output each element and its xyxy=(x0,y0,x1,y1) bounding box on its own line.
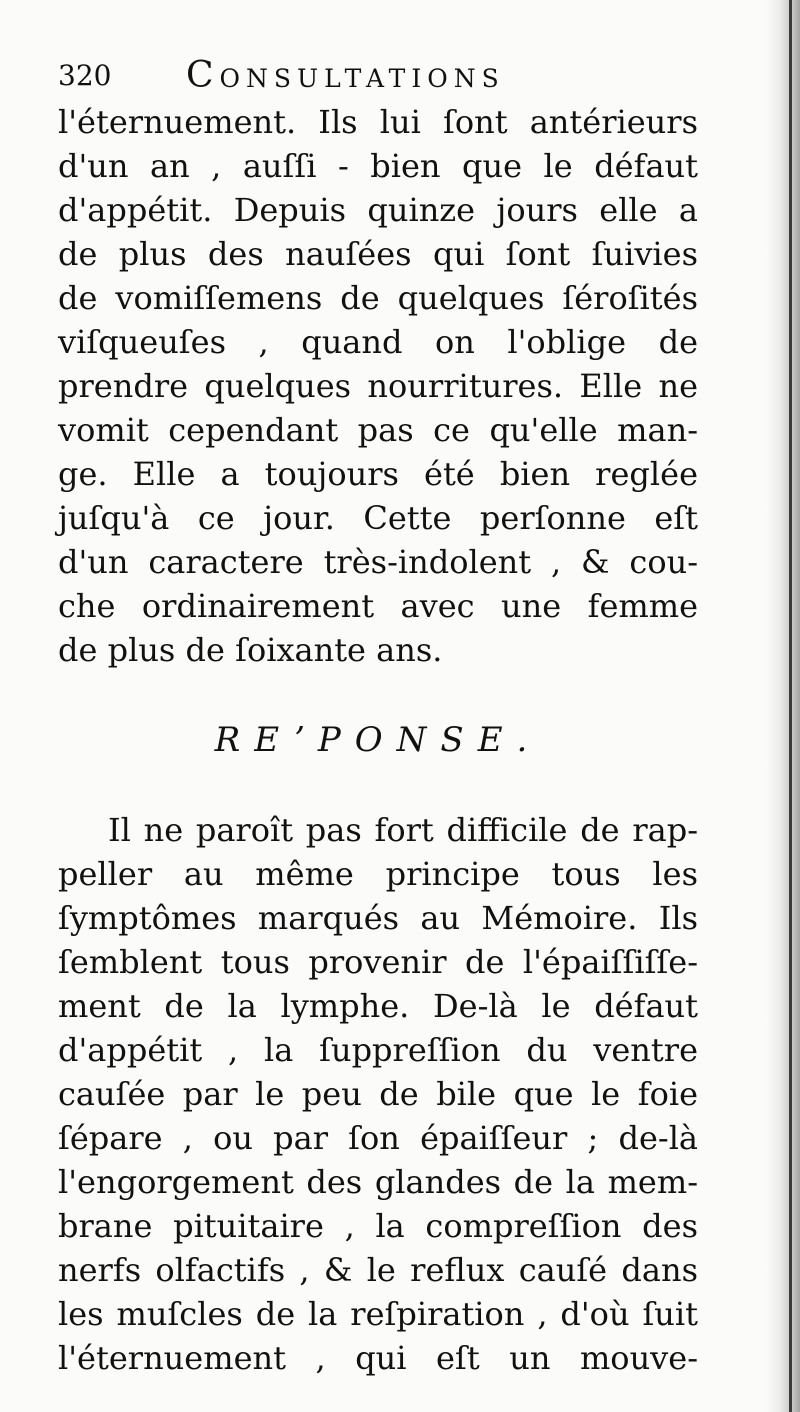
page-text xyxy=(58,52,698,1380)
text-line: l'engorgement des glandes de la mem- xyxy=(58,1163,698,1201)
text-line: ſemblent tous provenir de l'épaiſſiſſe- xyxy=(58,943,698,981)
text-line: ge. Elle a toujours été bien reglée xyxy=(58,455,698,493)
text-line: ſépare , ou par ſon épaiſſeur ; de-là xyxy=(58,1119,698,1157)
text-line: l'éternuement. Ils lui ſont antérieurs xyxy=(58,103,698,141)
text-line: l'éternuement , qui eſt un mouve- xyxy=(58,1339,698,1377)
paragraph-1 xyxy=(58,100,698,672)
text-line: d'un caractere très-indolent , & cou- xyxy=(58,543,698,581)
page-gutter-shadow xyxy=(766,0,800,1412)
text-line: brane pituitaire , la compreſſion des xyxy=(58,1207,698,1245)
paragraph-2 xyxy=(58,808,698,1380)
section-heading: REʼPONSE. xyxy=(214,720,542,760)
running-head xyxy=(58,52,698,100)
text-line: vomit cependant pas ce qu'elle man- xyxy=(58,411,698,449)
text-line: les muſcles de la reſpiration , d'où ſuit xyxy=(58,1295,698,1333)
text-line: de plus de ſoixante ans. xyxy=(58,631,443,669)
text-line: peller au même principe tous les xyxy=(58,855,698,893)
text-line: Il ne paroît pas fort difficile de rap- xyxy=(108,811,698,849)
text-line: ſymptômes marqués au Mémoire. Ils xyxy=(58,899,698,937)
text-line: d'un an , auſſi - bien que le défaut xyxy=(58,147,698,185)
text-line: prendre quelques nourritures. Elle ne xyxy=(58,367,698,405)
page-edge-line xyxy=(789,0,792,1412)
text-line: viſqueuſes , quand on l'oblige de xyxy=(58,323,698,361)
text-line: juſqu'à ce jour. Cette perſonne eſt xyxy=(58,499,698,537)
page-number: 320 xyxy=(58,59,112,92)
text-line: nerfs olfactifs , & le reflux cauſé dans xyxy=(58,1251,698,1289)
text-line: de vomiſſemens de quelques ſéroſités xyxy=(58,279,698,317)
text-line: d'appétit. Depuis quinze jours elle a xyxy=(58,191,698,229)
running-head-title: Consultations xyxy=(186,55,505,96)
text-line: che ordinairement avec une femme xyxy=(58,587,698,625)
text-line: de plus des nauſées qui ſont ſuivies xyxy=(58,235,698,273)
text-line: ment de la lymphe. De-là le défaut xyxy=(58,987,698,1025)
text-line: d'appétit , la ſuppreſſion du ventre xyxy=(58,1031,698,1069)
text-line: cauſée par le peu de bile que le foie xyxy=(58,1075,698,1113)
